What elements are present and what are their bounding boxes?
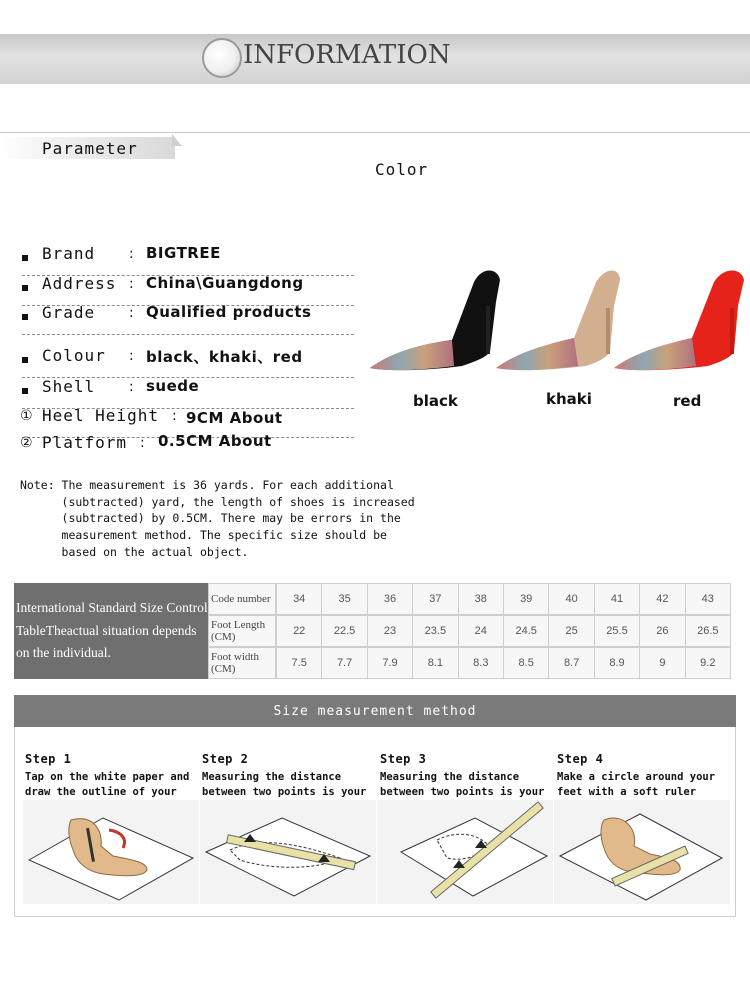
param-value: 0.5CM About [158,432,272,450]
step-4-desc: Make a circle around your feet with a soft ruler [557,771,716,798]
shoe-color-variants [362,262,748,376]
param-row-grade [22,303,354,335]
param-row-address [22,274,354,306]
size-cell: 24 [458,615,504,647]
size-cell: 38 [458,583,504,615]
size-cell: 26.5 [685,615,731,647]
bullet-icon [22,357,28,363]
step-3-illustration [377,800,553,904]
param-colon: : [129,276,134,292]
size-cell: 25.5 [594,615,640,647]
size-cell: 9.2 [685,647,731,679]
bullet-icon [22,388,28,394]
size-table-caption: International Standard Size Control TableTheactual situation depends on the individual. [16,600,208,660]
bullet-icon [22,314,28,320]
shoe-black [370,271,500,371]
step-1-illustration [23,800,199,904]
param-row-platform [20,432,354,464]
step-2-title: Step 2 [202,752,249,766]
color-title: Color [375,160,429,179]
size-cell: 23 [367,615,413,647]
param-value: black、khaki、red [146,348,303,366]
step-4-title: Step 4 [557,752,604,766]
param-value: China\Guangdong [146,274,304,292]
bullet-icon [22,285,28,291]
param-colon: : [172,408,177,424]
size-cell: 9 [639,647,685,679]
param-label: Shell [42,377,96,396]
color-label-khaki: khaki [546,390,592,408]
measurement-note: Note: The measurement is 36 yards. For each additional (subtracted) yard, the length of shoes is increased (subtracted) by 0.5CM. There may be errors in the measurement method. The specific size should be based on the actual object. [20,478,415,559]
size-cell: 23.5 [412,615,458,647]
color-label-black: black [413,392,458,410]
param-value: 9CM About [186,409,283,427]
banner-title: INFORMATION [243,40,451,70]
size-cell: 7.5 [276,647,322,679]
size-cell: 39 [503,583,549,615]
tab-notch [172,134,182,146]
shoe-khaki [496,271,620,371]
param-colon: : [129,305,134,321]
size-cell: 8.7 [548,647,594,679]
bullet-icon [22,255,28,261]
size-cell: 34 [276,583,322,615]
parameter-tab-label: Parameter [42,139,138,158]
size-row-label: Foot width (CM) [208,647,276,679]
size-cell: 43 [685,583,731,615]
size-cell: 42 [639,583,685,615]
param-colon: : [140,435,145,451]
size-cell: 26 [639,615,685,647]
param-colon: : [129,246,134,262]
step-1-title: Step 1 [25,752,72,766]
size-cell: 41 [594,583,640,615]
size-cell: 24.5 [503,615,549,647]
param-row-brand [22,244,354,276]
size-cell: 22.5 [321,615,367,647]
step-1-desc: Tap on the white paper and draw the outline of your footsteps [25,771,190,813]
param-colon: : [129,348,134,364]
size-cell: 7.7 [321,647,367,679]
param-value: BIGTREE [146,244,221,262]
shoe-red [614,271,744,371]
size-cell: 35 [321,583,367,615]
color-label-red: red [673,392,702,410]
param-value: suede [146,377,200,395]
divider [0,132,750,133]
param-label: Heel Height [42,406,159,425]
size-cell: 8.1 [412,647,458,679]
size-cell: 25 [548,615,594,647]
size-cell: 36 [367,583,413,615]
banner-circle-icon [202,38,242,78]
step-3-desc: Measuring the distance between two points is your foot width. [380,771,545,813]
step-4-illustration [554,800,730,904]
param-row-shell [22,377,354,409]
size-cell: 7.9 [367,647,413,679]
size-cell: 37 [412,583,458,615]
size-row-label: Code number [208,583,276,615]
param-colon: : [129,379,134,395]
param-label: Platform [42,433,128,452]
size-cell: 40 [548,583,594,615]
param-row-colour [22,346,354,378]
param-label: Colour [42,346,106,365]
param-value: Qualified products [146,303,312,321]
size-cell: 8.9 [594,647,640,679]
size-cell: 8.3 [458,647,504,679]
step-2-illustration [200,800,376,904]
size-cell: 8.5 [503,647,549,679]
size-row-label: Foot Length (CM) [208,615,276,647]
step-3-title: Step 3 [380,752,427,766]
method-title: Size measurement method [273,704,477,719]
param-label: Address [42,274,117,293]
circled-one-marker: ① [20,408,33,424]
param-label: Brand [42,244,96,263]
circled-two-marker: ② [20,435,33,451]
param-label: Grade [42,303,96,322]
step-2-desc: Measuring the distance between two points is your foot length. [202,771,367,813]
size-cell: 22 [276,615,322,647]
